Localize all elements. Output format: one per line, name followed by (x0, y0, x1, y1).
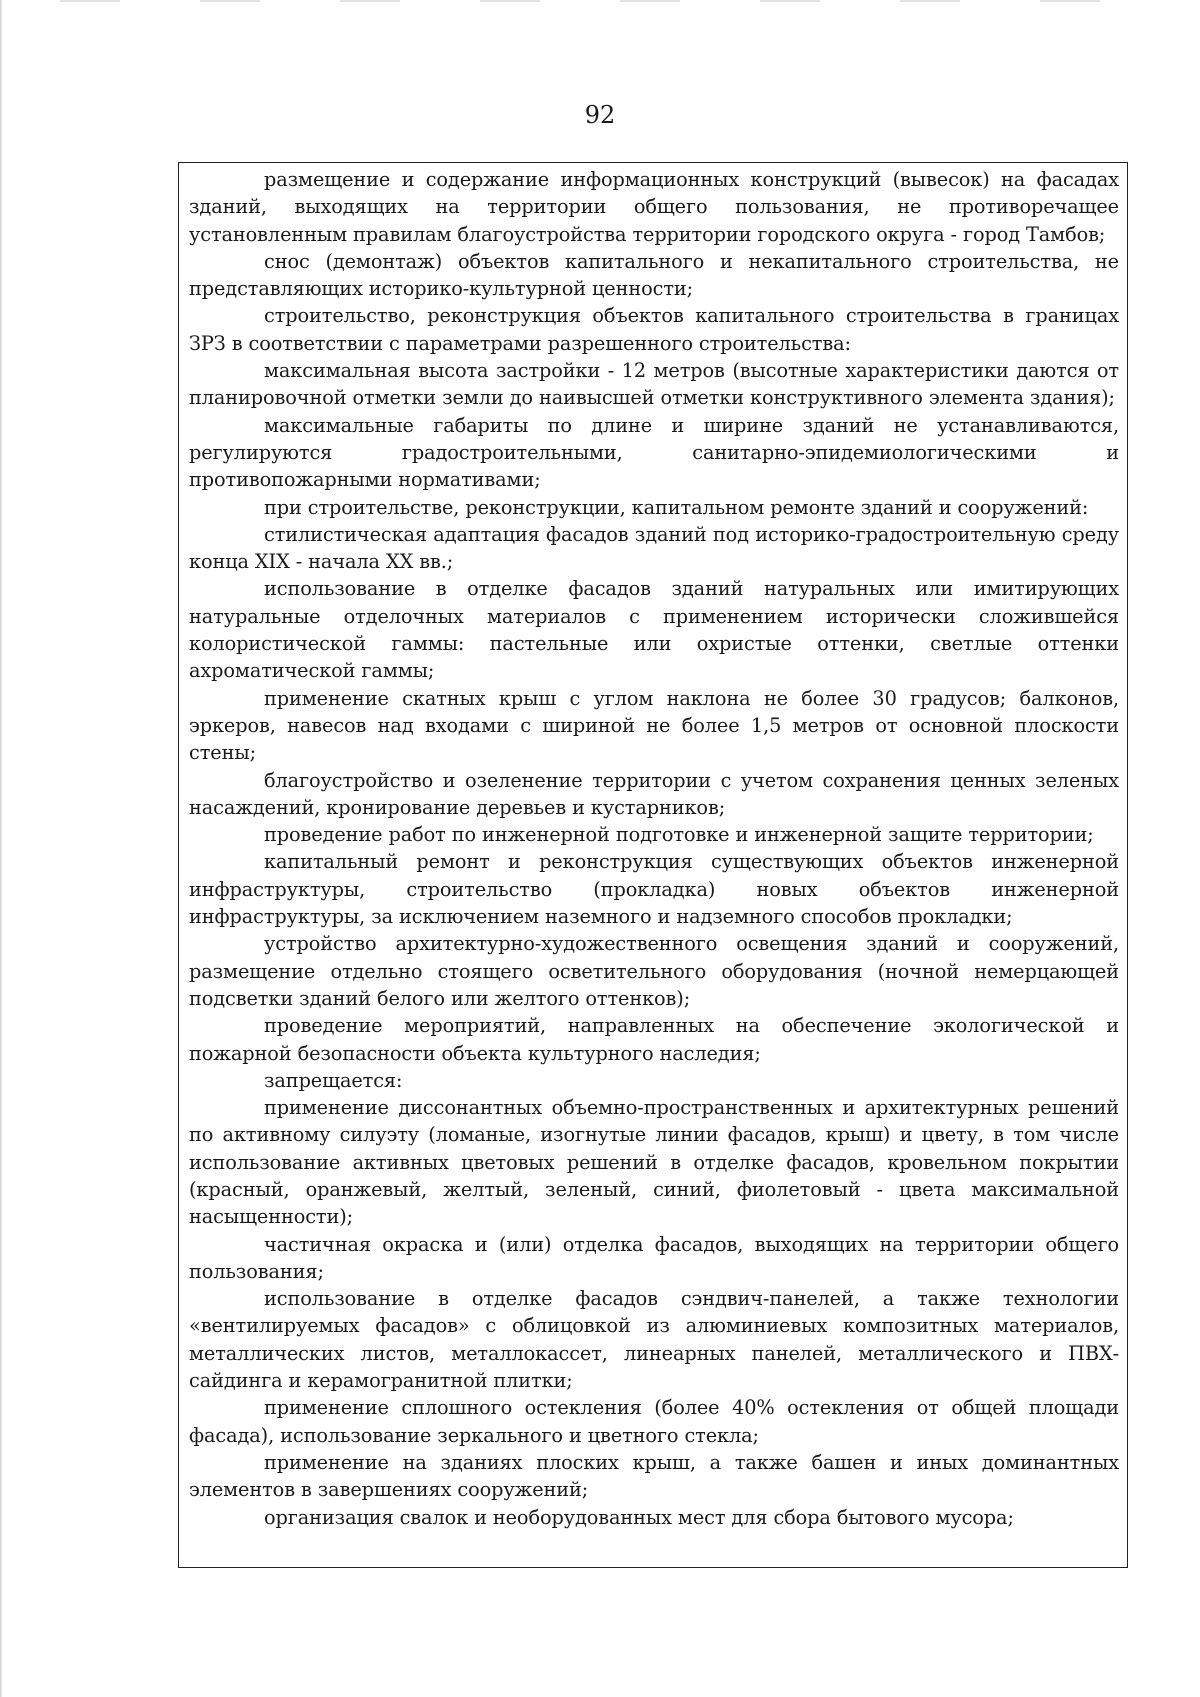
paragraph-lighting: устройство архитектурно-художественного освещения зданий и сооружений, размещение отдельно стоящего осветительного оборудования (ночной немерцающей подсветки зданий белого или желтого оттенков); (189, 932, 1119, 1010)
paragraph-during-construction: при строительстве, реконструкции, капитальном ремонте зданий и сооружений: (264, 495, 1089, 519)
paragraph-partial-painting: частичная окраска и (или) отделка фасадов, выходящих на территории общего пользования; (189, 1232, 1119, 1283)
scan-edge-shadow (0, 0, 3, 1697)
paragraph-max-dimensions: максимальные габариты по длине и ширине зданий не устанавливаются, регулируются градостроительными, санитарно-эпидемиологическими и противопожарными нормативами; (189, 413, 1119, 492)
paragraph-demolition: снос (демонтаж) объектов капитального и некапитального строительства, не представляющих историко-культурной ценности; (189, 249, 1119, 301)
document-text-frame (178, 162, 1128, 1568)
page-number: 92 (584, 101, 616, 129)
paragraph-sandwich-panels: использование в отделке фасадов сэндвич-панелей, а также технологии «вентилируемых фасадов» с облицовкой из алюминиевых композитных материалов, металлических листов, металлокассет, линеарных панелей, металлического и ПВХ-сайдинга и керамогранитной плитки; (189, 1287, 1119, 1393)
paragraph-landscaping: благоустройство и озеленение территории с учетом сохранения ценных зеленых насаждений, кронирование деревьев и кустарников; (189, 768, 1119, 819)
paragraph-engineering-preparation: проведение работ по инженерной подготовке и инженерной защите территории; (264, 823, 1094, 847)
paragraph-glazing: применение сплошного остекления (более 40% остекления от общей площади фасада), использование зеркального и цветного стекла; (189, 1396, 1119, 1447)
paragraph-pitched-roofs: применение скатных крыш с углом наклона не более 30 градусов; балконов, эркеров, навесов над входами с шириной не более 1,5 метров от основной плоскости стены; (189, 686, 1119, 765)
paragraph-max-height: максимальная высота застройки - 12 метров (высотные характеристики даются от планировочной отметки земли до наивысшей отметки конструктивного элемента здания); (189, 359, 1119, 410)
paragraph-flat-roofs: применение на зданиях плоских крыш, а также башен и иных доминантных элементов в завершениях сооружений; (189, 1450, 1119, 1502)
paragraph-stylistic-adaptation: стилистическая адаптация фасадов зданий под историко-градостроительную среду конца XIX - начала XX вв.; (189, 522, 1119, 574)
paragraph-prohibited-heading: запрещается: (264, 1068, 403, 1092)
paragraph-facade-materials: использование в отделке фасадов зданий натуральных или имитирующих натуральные отделочных материалов с применением исторически сложившейся колористической гаммы: пастельные или охристые оттенки, светлые оттенки ахроматической гаммы; (189, 577, 1119, 683)
paragraph-infrastructure: капитальный ремонт и реконструкция существующих объектов инженерной инфраструктуры, строительство (прокладка) новых объектов инженерной инфраструктуры, за исключением наземного и надземного способов прокладки; (189, 850, 1119, 929)
paragraph-safety-measures: проведение мероприятий, направленных на обеспечение экологической и пожарной безопасности объекта культурного наследия; (189, 1014, 1119, 1065)
paragraph-dissonant-solutions: применение диссонантных объемно-пространственных и архитектурных решений по активному силуэту (ломаные, изогнутые линии фасадов, крыш) и цвету, в том числе использование активных цветовых решений в отделке фасадов, кровельном покрытии (красный, оранжевый, желтый, зеленый, синий, фиолетовый - цвета максимальной насыщенности); (189, 1096, 1119, 1229)
scan-top-artifact (60, 0, 1160, 2)
paragraph-construction-in-zrz: строительство, реконструкция объектов капитального строительства в границах ЗРЗ в соответствии с параметрами разрешенного строительства: (189, 304, 1119, 355)
paragraph-signage: размещение и содержание информационных конструкций (вывесок) на фасадах зданий, выходящих на территории общего пользования, не противоречащее установленным правилам благоустройства территории городского округа - город Тамбов; (189, 168, 1119, 246)
paragraph-dumps: организация свалок и необорудованных мест для сбора бытового мусора; (264, 1505, 1014, 1529)
